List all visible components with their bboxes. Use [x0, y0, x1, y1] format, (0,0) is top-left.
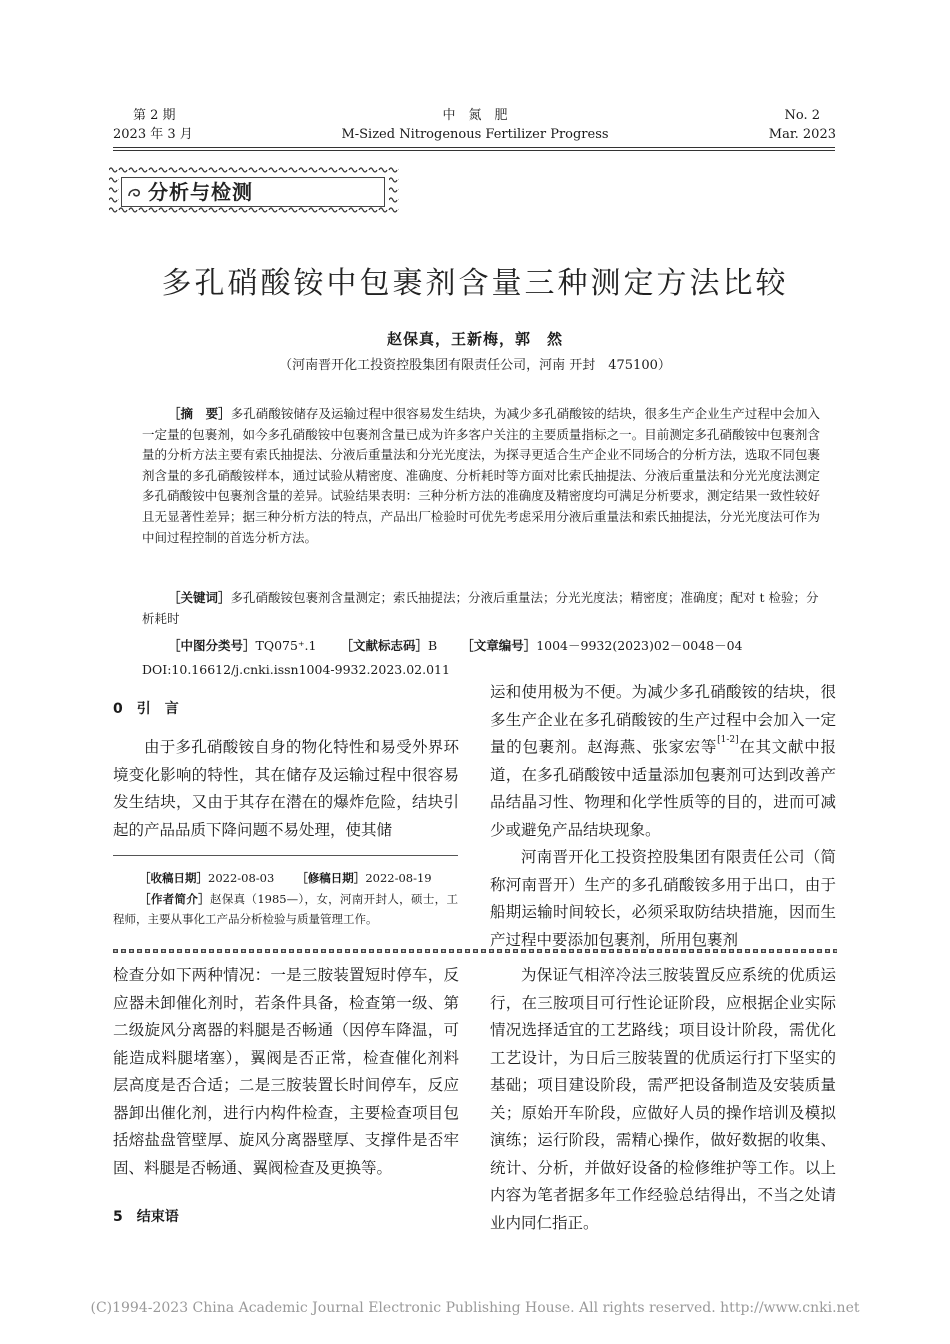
author-bio: 赵保真（1985—），女，河南开封人，硕士，工程师，主要从事化工产品分析检验与质量管理工作。 — [113, 892, 459, 926]
received-date: 2022-08-03 — [208, 871, 275, 885]
clc-label: ［中图分类号］ — [168, 638, 256, 653]
keywords-text: 多孔硝酸铵包裹剂含量测定；索氏抽提法；分液后重量法；分光光度法；精密度；准确度；配对 t 检验；分析耗时 — [142, 590, 819, 626]
citation-ref[interactable]: [1-2] — [717, 735, 739, 745]
page-splice-divider — [113, 945, 837, 957]
intro-paragraph-1: 由于多孔硝酸铵自身的物化特性和易受外界环境变化影响的特性，其在储存及运输过程中很容易发生结块，又由于其存在潜在的爆炸危险，结块引起的产品品质下降问题不易处理，使其储 — [113, 738, 459, 839]
article-no-label: ［文章编号］ — [461, 638, 537, 653]
revised-date: 2022-08-19 — [365, 871, 432, 885]
keywords — [142, 588, 820, 629]
section-0-heading: 0 引 言 — [113, 701, 179, 717]
classification-line — [168, 636, 743, 656]
keywords-label: ［关键词］ — [168, 590, 231, 605]
section-banner — [108, 165, 400, 217]
intro-paragraph-3: 河南晋开化工投资控股集团有限责任公司（简称河南晋开）生产的多孔硝酸铵多用于出口，由于船期运输时间较长，必须采取防结块措施，因而生产过程中要添加包裹剂，所用包裹剂 — [490, 848, 836, 949]
right-column-intro — [490, 679, 836, 954]
journal-name-cn: 中 氮 肥 — [442, 108, 508, 123]
doc-code-value: B — [428, 638, 438, 653]
conclusion-paragraph: 为保证气相淬冷法三胺装置反应系统的优质运行，在三胺项目可行性论证阶段，应根据企业实际情况选择适宜的工艺路线；项目设计阶段，需优化工艺设计，为日后三胺装置的优质运行打下坚实的基础；项目建设阶段，需严把设备制造及安装质量关；原始开车阶段，应做好人员的操作培训及模拟演练；运行阶段，需精心操作，做好数据的收集、统计、分析，并做好设备的检修维护等工作。以上内容为笔者据多年工作经验总结得出，不当之处请业内同仁指正。 — [490, 966, 836, 1232]
banner-box — [121, 177, 385, 207]
revised-label: ［修稿日期］ — [296, 871, 366, 885]
issue-date-cn: 2023 年 3 月 — [113, 127, 193, 142]
copyright-line: (C)1994-2023 China Academic Journal Electronic Publishing House. All rights reserved. http://www.cnki.net — [90, 1300, 860, 1316]
abstract-label: ［摘 要］ — [168, 406, 231, 421]
article-title: 多孔硝酸铵中包裹剂含量三种测定方法比较 — [161, 266, 789, 301]
author-affiliation: （河南晋开化工投资控股集团有限责任公司，河南 开封 475100） — [279, 358, 671, 373]
swirl-icon — [122, 178, 148, 206]
header-rule-2 — [113, 150, 835, 151]
intro-paragraph-2 — [490, 679, 836, 844]
footnote-author — [113, 889, 458, 929]
intro-paragraph-2-b: 在其文献中报道，在多孔硝酸铵中适量添加包裹剂可达到改善产品结晶习性、物理和化学性质等的目的，进而可减少或避免产品结块现象。 — [490, 738, 836, 839]
doi: DOI:10.16612/j.cnki.issn1004-9932.2023.02.011 — [142, 662, 450, 677]
section-banner-label: 分析与检测 — [148, 180, 253, 204]
article-authors: 赵保真，王新梅，郭 然 — [386, 330, 563, 348]
footnote-rule — [113, 855, 458, 856]
lower-left-paragraph: 检查分如下两种情况：一是三胺装置短时停车，反应器未卸催化剂时，若条件具备，检查第一级、第二级旋风分离器的料腿是否畅通（因停车降温，可能造成料腿堵塞），翼阀是否正常，检查催化剂料层高度是否合适；二是三胺装置长时间停车，反应器卸出催化剂，进行内构件检查，主要检查项目包括熔盐盘管壁厚、旋风分离器壁厚、支撑件是否牢固、料腿是否畅通、翼阀检查及更换等。 — [113, 966, 459, 1177]
doc-code-label: ［文献标志码］ — [340, 638, 428, 653]
footnote-dates — [113, 868, 458, 888]
left-column-intro — [113, 734, 459, 844]
issue-date-en: Mar. 2023 — [768, 127, 836, 142]
clc-value: TQ075⁺.1 — [255, 638, 317, 653]
intro-paragraph-2-a: 运和使用极为不便。为减少多孔硝酸铵的结块，很多生产企业在多孔硝酸铵的生产过程中会加入一定量的包裹剂。赵海燕、张家宏等 — [490, 683, 836, 756]
header-rule — [113, 147, 835, 148]
author-bio-label: ［作者简介］ — [139, 892, 210, 906]
article-no-value: 1004－9932(2023)02－0048－04 — [536, 638, 743, 653]
received-label: ［收稿日期］ — [139, 871, 208, 885]
section-5-heading: 5 结束语 — [113, 1209, 179, 1225]
abstract-text: 多孔硝酸铵储存及运输过程中很容易发生结块，为减少多孔硝酸铵的结块，很多生产企业生产过程中会加入一定量的包裹剂，如今多孔硝酸铵中包裹剂含量已成为许多客户关注的主要质量指标之一。目前测定多孔硝酸铵中包裹剂含量的分析方法主要有索氏抽提法、分液后重量法和分光光度法，为探寻更适合生产企业不同场合的分析方法，选取不同包裹剂含量的多孔硝酸铵样本，通过试验从精密度、准确度、分析耗时等方面对比索氏抽提法、分液后重量法和分光光度法测定多孔硝酸铵中包裹剂含量的差异。试验结果表明：三种分析方法的准确度及精密度均可满足分析要求，测定结果一致性较好且无显著性差异；据三种分析方法的特点，产品出厂检验时可优先考虑采用分液后重量法和索氏抽提法，分光光度法可作为中间过程控制的首选分析方法。 — [142, 406, 820, 545]
lower-left-column — [113, 962, 459, 1182]
issue-number-en: No. 2 — [784, 108, 820, 123]
abstract — [142, 404, 820, 548]
lower-right-column — [490, 962, 836, 1237]
journal-name-en: M-Sized Nitrogenous Fertilizer Progress — [341, 127, 609, 142]
issue-number: 第 2 期 — [133, 108, 176, 123]
